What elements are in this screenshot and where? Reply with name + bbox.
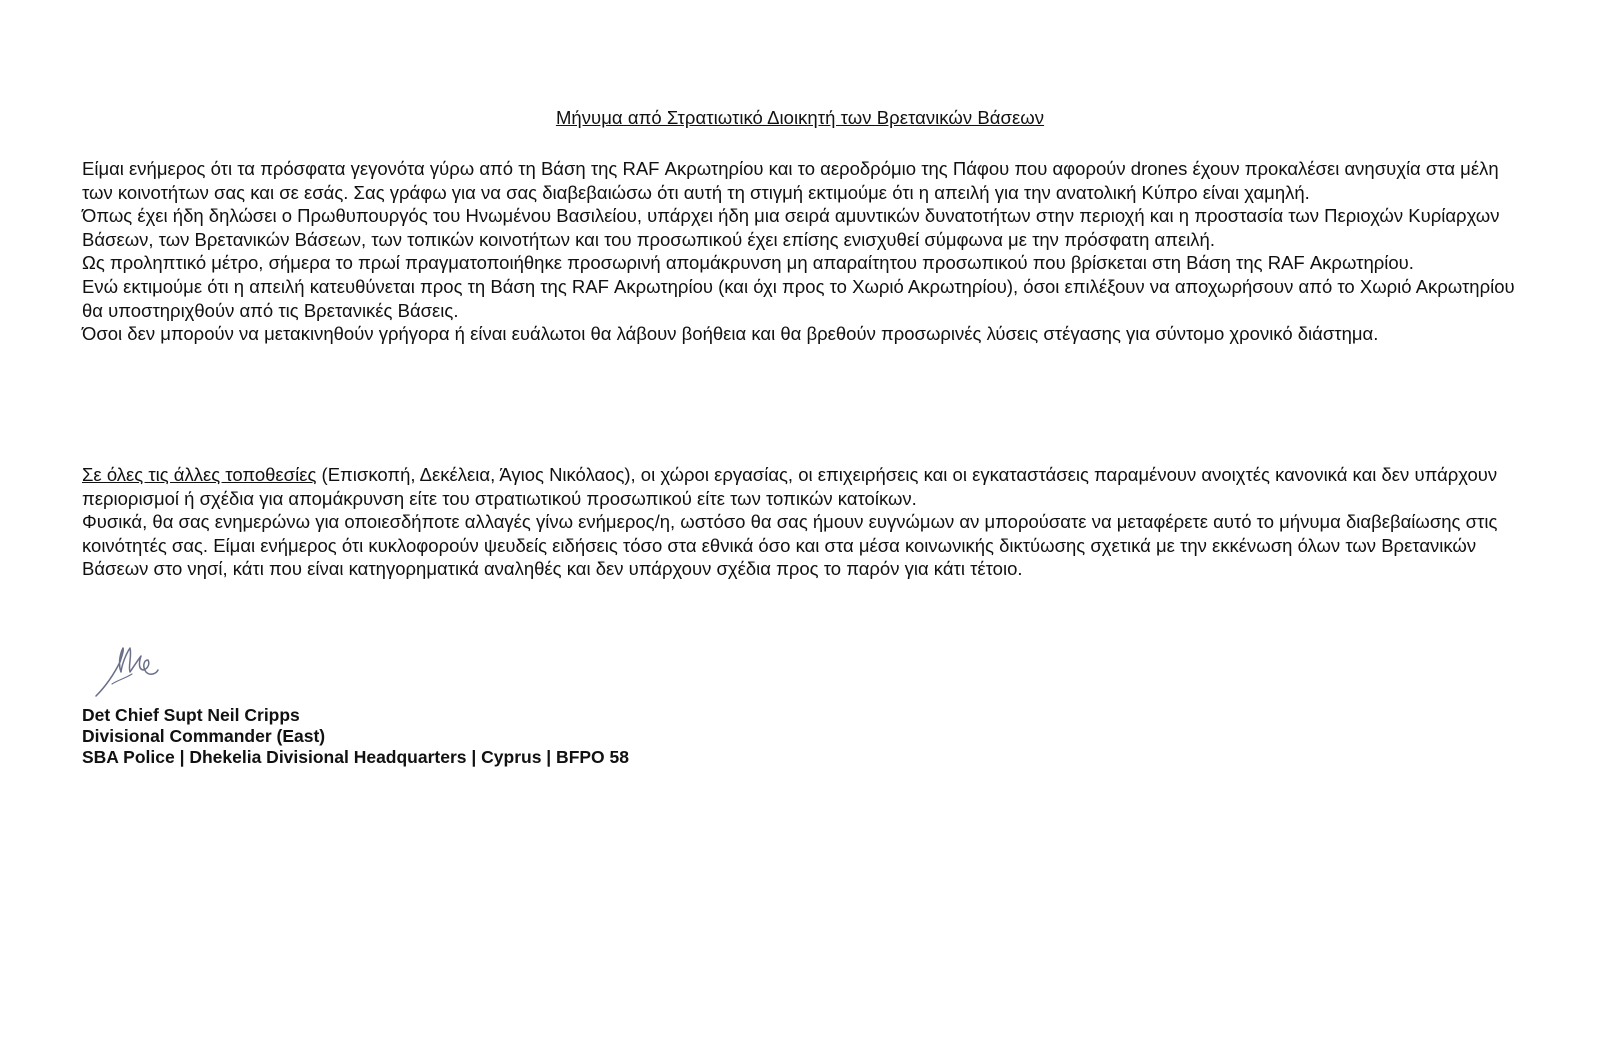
paragraph: Ως προληπτικό μέτρο, σήμερα το πρωί πραγματοποιήθηκε προσωρινή απομάκρυνση μη απαραίτητου προσωπικού που βρίσκεται στη Βάση της RAF Ακρωτηρίου. xyxy=(82,252,1414,274)
handwritten-signature xyxy=(92,644,172,700)
signatory-organization: SBA Police | Dhekelia Divisional Headquarters | Cyprus | BFPO 58 xyxy=(82,747,629,767)
signatory-role: Divisional Commander (East) xyxy=(82,726,326,746)
signatory-name: Det Chief Supt Neil Cripps xyxy=(82,705,300,725)
paragraph: Είμαι ενήμερος ότι τα πρόσφατα γεγονότα γύρω από τη Βάση της RAF Ακρωτηρίου και το αεροδρόμιο της Πάφου που αφορούν drones έχουν προκαλέσει ανησυχία στα μέλη των κοινοτήτων σας και σε εσάς. Σας γράφω για να σας διαβεβαιώσω ότι αυτή τη στιγμή εκτιμούμε ότι η απειλή για την ανατολική Κύπρο είναι χαμηλή. xyxy=(82,158,1499,203)
paragraph: Ενώ εκτιμούμε ότι η απειλή κατευθύνεται προς τη Βάση της RAF Ακρωτηρίου (και όχι προς το Χωριό Ακρωτηρίου), όσοι επιλέξουν να αποχωρήσουν από το Χωριό Ακρωτηρίου θα υποστηριχθούν από τις Βρετανικές Βάσεις. xyxy=(82,275,1515,321)
underlined-phrase: Σε όλες τις άλλες τοποθεσίες xyxy=(82,464,317,485)
body-section-1 xyxy=(82,157,1534,346)
paragraph-text: (Επισκοπή, Δεκέλεια, Άγιος Νικόλαος), οι χώροι εργασίας, οι επιχειρήσεις και οι εγκαταστάσεις παραμένουν ανοιχτές κανονικά και δεν υπάρχουν περιορισμοί ή σχέδια για απομάκρυνση είτε του στρατιωτικού προσωπικού είτε των τοπικών κατοίκων. xyxy=(82,464,1498,509)
paragraph-locations xyxy=(82,463,1534,510)
body-section-2 xyxy=(82,463,1534,581)
paragraph: Όπως έχει ήδη δηλώσει ο Πρωθυπουργός του Ηνωμένου Βασιλείου, υπάρχει ήδη μια σειρά αμυντικών δυνατοτήτων στην περιοχή και η προστασία των Περιοχών Κυρίαρχων Βάσεων, των Βρετανικών Βάσεων, των τοπικών κοινοτήτων και του προσωπικού έχει επίσης ενισχυθεί σύμφωνα με την πρόσφατη απειλή. xyxy=(82,205,1500,250)
signature-block xyxy=(82,705,629,768)
document-title: Μήνυμα από Στρατιωτικό Διοικητή των Βρετανικών Βάσεων xyxy=(555,107,1045,128)
paragraph: Φυσικά, θα σας ενημερώνω για οποιεσδήποτε αλλαγές γίνω ενήμερος/η, ωστόσο θα σας ήμουν ευγνώμων αν μπορούσατε να μεταφέρετε αυτό το μήνυμα διαβεβαίωσης στις κοινότητές σας. Είμαι ενήμερος ότι κυκλοφορούν ψευδείς ειδήσεις τόσο στα εθνικά όσο και στα μέσα κοινωνικής δικτύωσης σχετικά με την εκκένωση όλων των Βρετανικών Βάσεων στο νησί, κάτι που είναι κατηγορηματικά αναληθές και δεν υπάρχουν σχέδια προς το παρόν για κάτι τέτοιο. xyxy=(82,511,1498,580)
paragraph: Όσοι δεν μπορούν να μετακινηθούν γρήγορα ή είναι ευάλωτοι θα λάβουν βοήθεια και θα βρεθούν προσωρινές λύσεις στέγασης για σύντομο χρονικό διάστημα. xyxy=(82,323,1379,345)
